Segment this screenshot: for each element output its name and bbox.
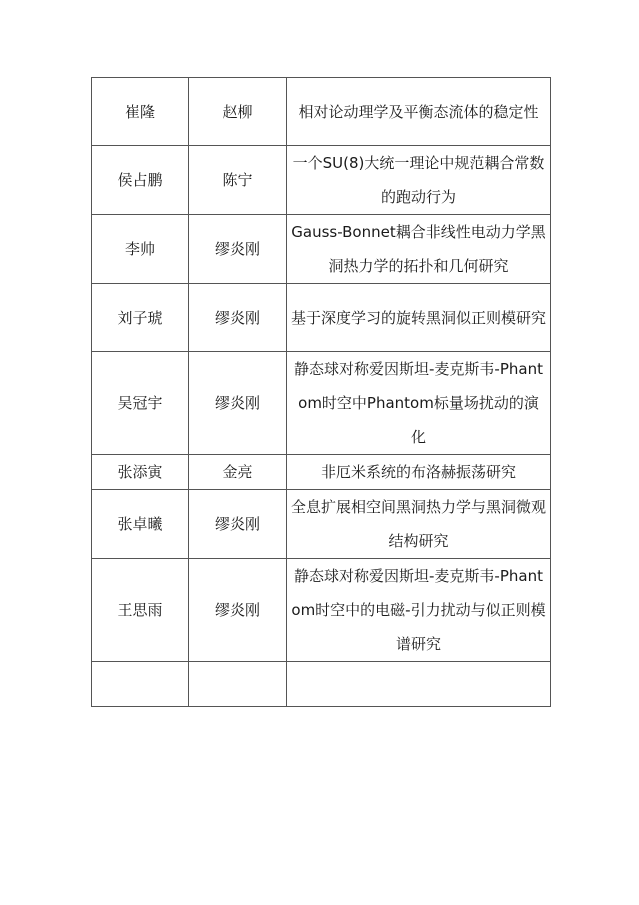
table-row — [92, 284, 551, 352]
student-name-cell: 李帅 — [92, 215, 189, 284]
student-name-cell: 张添寅 — [92, 455, 189, 490]
advisor-name-cell: 赵柳 — [189, 78, 287, 146]
table-row — [92, 455, 551, 490]
thesis-title-cell: 静态球对称爱因斯坦-麦克斯韦-Phantom时空中Phantom标量场扰动的演化 — [287, 352, 551, 455]
thesis-title-cell: 相对论动理学及平衡态流体的稳定性 — [287, 78, 551, 146]
advisor-name-cell: 缪炎刚 — [189, 352, 287, 455]
table-row — [92, 662, 551, 707]
table-row — [92, 215, 551, 284]
advisor-name-cell: 缪炎刚 — [189, 490, 287, 559]
thesis-title-cell: 静态球对称爱因斯坦-麦克斯韦-Phantom时空中的电磁-引力扰动与似正则模谱研究 — [287, 559, 551, 662]
student-name-cell: 张卓曦 — [92, 490, 189, 559]
advisor-name-cell — [189, 662, 287, 707]
advisor-name-cell: 陈宁 — [189, 146, 287, 215]
student-name-cell: 刘子琥 — [92, 284, 189, 352]
advisor-name-cell: 缪炎刚 — [189, 215, 287, 284]
advisor-name-cell: 金亮 — [189, 455, 287, 490]
thesis-title-cell: 全息扩展相空间黑洞热力学与黑洞微观结构研究 — [287, 490, 551, 559]
student-name-cell: 吴冠宇 — [92, 352, 189, 455]
thesis-title-cell: Gauss-Bonnet耦合非线性电动力学黑洞热力学的拓扑和几何研究 — [287, 215, 551, 284]
thesis-title-cell: 基于深度学习的旋转黑洞似正则模研究 — [287, 284, 551, 352]
thesis-table — [91, 77, 551, 707]
table-row — [92, 559, 551, 662]
table-row — [92, 146, 551, 215]
advisor-name-cell: 缪炎刚 — [189, 559, 287, 662]
student-name-cell — [92, 662, 189, 707]
table-row — [92, 490, 551, 559]
student-name-cell: 侯占鹏 — [92, 146, 189, 215]
thesis-title-cell: 非厄米系统的布洛赫振荡研究 — [287, 455, 551, 490]
advisor-name-cell: 缪炎刚 — [189, 284, 287, 352]
thesis-title-cell — [287, 662, 551, 707]
student-name-cell: 王思雨 — [92, 559, 189, 662]
student-name-cell: 崔隆 — [92, 78, 189, 146]
table-row — [92, 78, 551, 146]
thesis-title-cell: 一个SU(8)大统一理论中规范耦合常数的跑动行为 — [287, 146, 551, 215]
table-row — [92, 352, 551, 455]
